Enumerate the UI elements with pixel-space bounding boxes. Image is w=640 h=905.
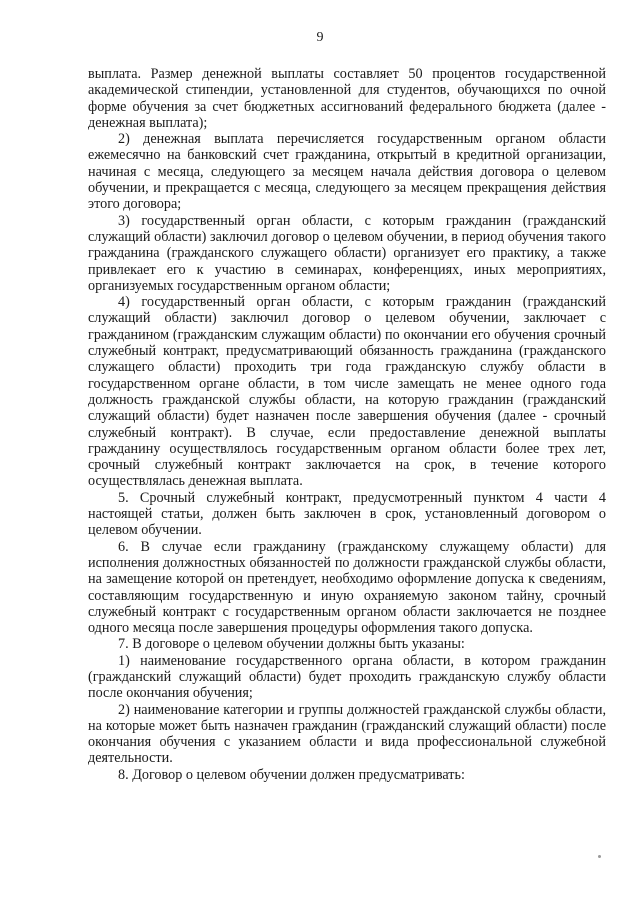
page-number: 9 [316,30,324,45]
paragraph-item-3: 3) государственный орган области, с которым гражданин (гражданский служащий области) заключил договор о целевом обучении, в период обучения такого гражданина (гражданского служащего области) организует его практику, а также привлекает его к участию в семинарах, конференциях, иных мероприятиях, организуемых государственным органом области; [88,212,606,294]
paragraph-clause-8: 8. Договор о целевом обучении должен предусматривать: [118,766,465,783]
paragraph-item-2: 2) денежная выплата перечисляется государственным органом области ежемесячно на банковский счет гражданина, открытый в кредитной организации, начиная с месяца, следующего за месяцем начала действия договора о целевом обучении, и прекращается с месяца, следующего за месяцем прекращения действия этого договора; [88,131,606,213]
paragraph-clause-7: 7. В договоре о целевом обучении должны быть указаны: [118,636,465,653]
scan-speck [598,855,601,858]
document-body [88,66,606,783]
paragraph-clause-6: 6. В случае если гражданину (гражданскому служащему области) для исполнения должностных обязанностей по должности гражданской службы области, на замещение которой он претендует, необходимо оформление допуска к сведениям, составляющим государственную и иную охраняемую законом тайну, срочный служебный контракт с государственным органом области заключается не позднее одного месяца после завершения процедуры оформления такого допуска. [88,538,606,637]
paragraph-clause-7-item-1: 1) наименование государственного органа области, в котором гражданин (гражданский служащий области) будет проходить гражданскую службу области после окончания обучения; [88,652,606,702]
paragraph-clause-7-item-2: 2) наименование категории и группы должностей гражданской службы области, на которые может быть назначен гражданин (гражданский служащий области) после окончания обучения с указанием области и вида профессиональной служебной деятельности. [88,701,606,767]
paragraph-clause-5: 5. Срочный служебный контракт, предусмотренный пунктом 4 части 4 настоящей статьи, должен быть заключен в срок, установленный договором о целевом обучении. [88,489,606,539]
paragraph-item-4: 4) государственный орган области, с которым гражданин (гражданский служащий области) заключил договор о целевом обучении, заключает с гражданином (гражданским служащим области) по окончании его обучения срочный служебный контракт, предусматривающий обязанность гражданина (гражданского служащего области) проходить три года гражданскую службу области в государственном органе области, в том числе замещать не менее одного года должность гражданской службы области, на которую гражданин (гражданский служащий области) будет назначен после завершения обучения (далее - срочный служебный контракт). В случае, если предоставление денежной выплаты гражданину осуществлялось государственным органом области более трех лет, срочный служебный контракт заключается на срок, в течение которого осуществлялась денежная выплата. [88,294,606,490]
paragraph-continuation: выплата. Размер денежной выплаты составляет 50 процентов государственной академической стипендии, установленной для студентов, обучающихся по очной форме обучения за счет бюджетных ассигнований федерального бюджета (далее - денежная выплата); [88,66,606,131]
